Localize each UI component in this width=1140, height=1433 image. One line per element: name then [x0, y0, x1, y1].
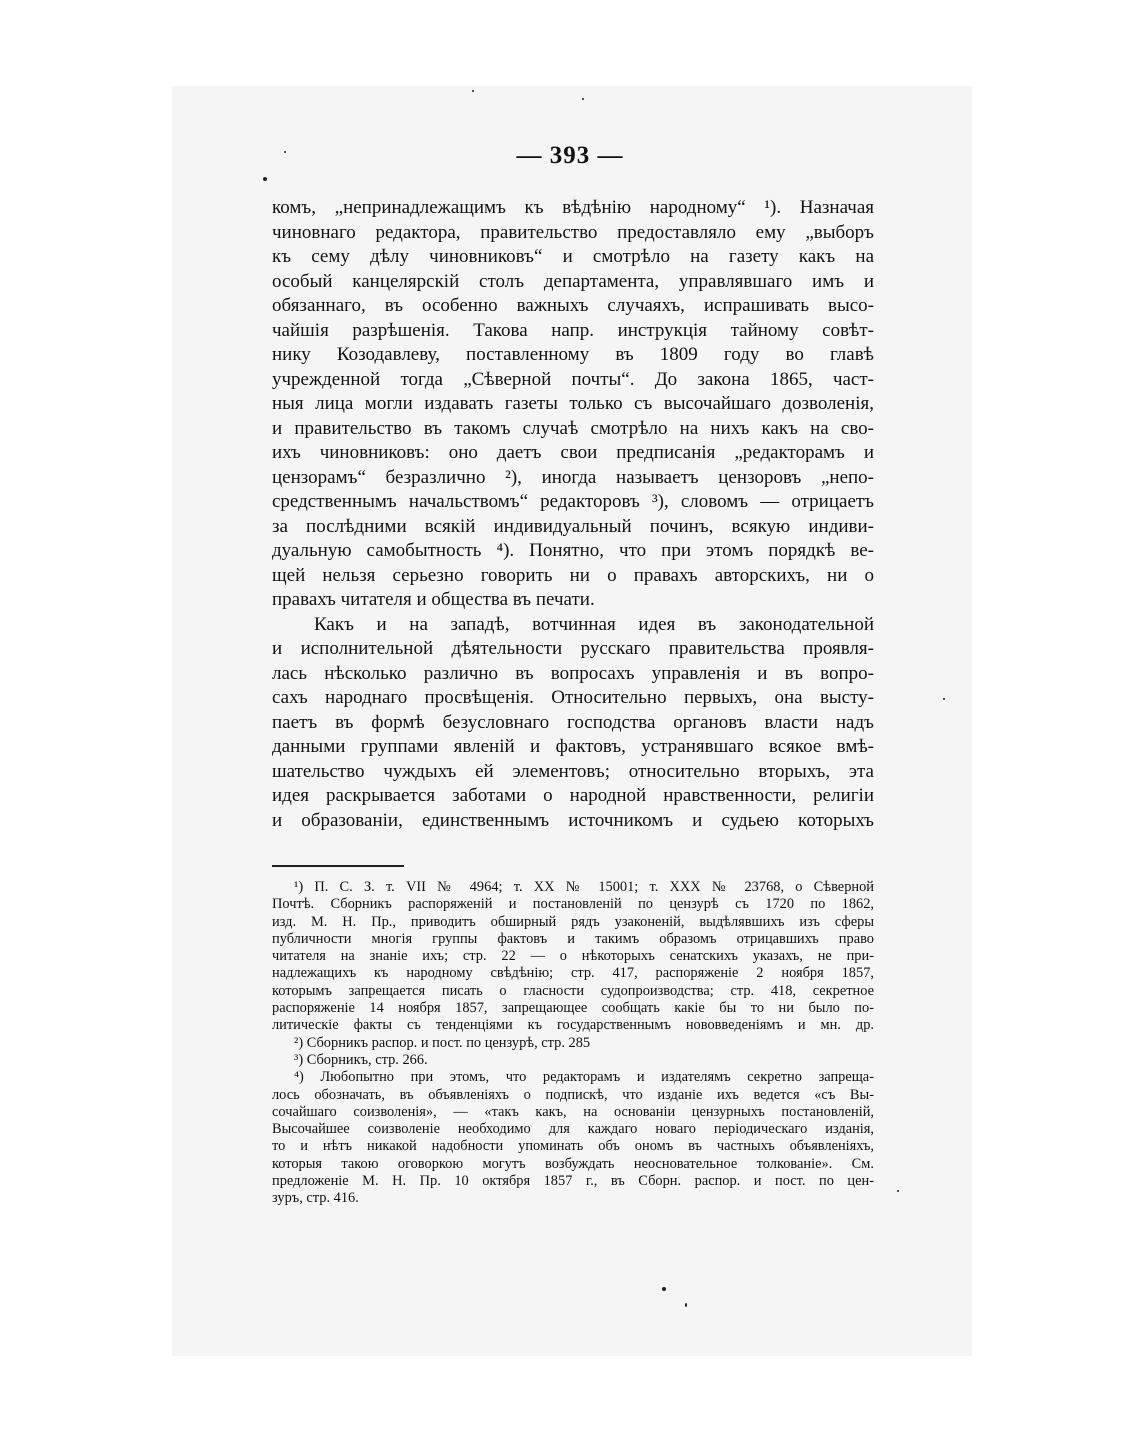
page-number: — 393 —: [516, 142, 624, 169]
text-line: правахъ читателя и общества въ печати.: [272, 589, 595, 610]
text-line: идея раскрывается заботами о народной нравственности, религіи: [272, 785, 874, 806]
text-line: чайшія разрѣшенія. Такова напр. инструкція тайному совѣт-: [272, 319, 874, 341]
footnote-line: ¹) П. С. З. т. VII № 4964; т. XX № 15001; т. XXX № 23768, о Сѣверной: [294, 879, 874, 895]
body-text: [272, 196, 874, 833]
text-line: ихъ чиновниковъ: оно даетъ свои предписанія „редакторамъ и: [272, 442, 874, 463]
text-line: Какъ и на западѣ, вотчинная идея въ законодательной: [314, 613, 874, 635]
footnote-line: ³) Сборникъ, стр. 266.: [294, 1051, 428, 1068]
text-line: чиновнаго редактора, правительство предоставляло ему „выборъ: [272, 221, 874, 243]
footnote-line: то и нѣтъ никакой надобности упоминать объ ономъ въ частныхъ объявленіяхъ,: [272, 1138, 874, 1155]
footnote-line: лось обозначать, въ объявленіяхъ о подпискѣ, что изданіе ихъ ведется «съ Вы-: [272, 1086, 874, 1103]
text-line: и правительство въ такомъ случаѣ смотрѣло на нихъ какъ на сво-: [272, 417, 874, 439]
scan-speck: [662, 1287, 666, 1291]
footnote-line: зуръ, стр. 416.: [272, 1190, 359, 1207]
footnote-line: предложеніе М. Н. Пр. 10 октября 1857 г., въ Сборн. распор. и пост. по цен-: [272, 1173, 874, 1190]
footnote-line: ⁴) Любопытно при этомъ, что редакторамъ и издателямъ секретно запреща-: [294, 1069, 874, 1086]
text-line: средственнымъ начальствомъ“ редакторовъ ³), словомъ — отрицаетъ: [272, 491, 874, 512]
text-line: и образованіи, единственнымъ источникомъ и судьею которыхъ: [272, 809, 874, 831]
footnote-line: литическіе факты съ тенденціями къ государственнымъ нововведеніямъ и мн. др.: [272, 1017, 874, 1034]
footnote-line: которымъ запрещается писать о гласности судопроизводства; стр. 418, секретное: [272, 982, 874, 999]
scan-speck: [472, 90, 474, 92]
text-line: къ сему дѣлу чиновниковъ“ и смотрѣло на газету какъ на: [272, 246, 874, 267]
scan-speck: [582, 98, 584, 100]
footnote-line: Почтѣ. Сборникъ распоряженій и постановленій по цензурѣ съ 1720 по 1862,: [272, 896, 874, 913]
text-line: сахъ народнаго просвѣщенія. Относительно первыхъ, она высту-: [272, 687, 874, 708]
text-line: дуальную самобытность ⁴). Понятно, что при этомъ порядкѣ ве-: [272, 540, 874, 561]
footnote-separator: [272, 865, 404, 867]
text-line: учрежденной тогда „Сѣверной почты“. До закона 1865, част-: [272, 368, 874, 390]
scan-speck: [263, 177, 267, 181]
footnote-line: распоряженіе 14 ноября 1857, запрещающее сообщать какіе бы то ни было по-: [272, 1000, 874, 1017]
footnote-line: Высочайшее соизволеніе необходимо для каждаго новаго періодическаго изданія,: [272, 1121, 874, 1138]
footnote-line: изд. М. Н. Пр., приводитъ обширный рядъ узаконеній, выдѣлявшихъ изъ сферы: [272, 913, 874, 930]
footnote-line: публичности многія группы фактовъ и такимъ образомъ отрицавшихъ право: [272, 930, 874, 947]
text-line: цензорамъ“ безразлично ²), иногда называетъ цензоровъ „непо-: [272, 466, 874, 488]
footnote-line: читателя на знаніе ихъ; стр. 22 — о нѣкоторыхъ сенатскихъ указахъ, не при-: [272, 948, 874, 965]
text-line: особый канцелярскій столъ департамента, управлявшаго имъ и: [272, 270, 874, 292]
text-line: щей нельзя серьезно говорить ни о правахъ авторскихъ, ни о: [272, 564, 874, 586]
text-line: лась нѣсколько различно въ вопросахъ управленія и въ вопро-: [272, 662, 874, 684]
scan-speck: [943, 698, 945, 700]
footnote-line: надлежащихъ къ народному свѣдѣнію; стр. 417, распоряженіе 2 ноября 1857,: [272, 965, 874, 982]
scan-speck: [685, 1303, 687, 1307]
footnote-line: сочайшаго соизволенія», — «такъ какъ, на основаніи цензурныхъ постановленій,: [272, 1103, 874, 1120]
scan-speck: [284, 151, 286, 153]
text-line: обязаннаго, въ особенно важныхъ случаяхъ, испрашивать высо-: [272, 295, 874, 316]
text-line: ныя лица могли издавать газеты только съ высочайшаго дозволенія,: [272, 393, 874, 414]
text-line: шательство чуждыхъ ей элементовъ; относительно вторыхъ, эта: [272, 760, 874, 782]
footnote-line: которыя такою оговоркою могутъ возбуждать неосновательное толкованіе». См.: [272, 1155, 874, 1172]
text-line: нику Козодавлеву, поставленному въ 1809 году во главѣ: [272, 344, 874, 365]
text-line: паетъ въ формѣ безусловнаго господства органовъ власти надъ: [272, 711, 874, 733]
footnotes: [272, 879, 874, 1208]
text-line: и исполнительной дѣятельности русскаго правительства проявля-: [272, 638, 874, 659]
text-line: за послѣдними всякій индивидуальный починъ, всякую индиви-: [272, 515, 874, 537]
text-line: данными группами явленій и фактовъ, устранявшаго всякое вмѣ-: [272, 736, 874, 757]
footnote-line: ²) Сборникъ распор. и пост. по цензурѣ, стр. 285: [294, 1034, 591, 1051]
scan-speck: [897, 1190, 899, 1192]
text-line: комъ, „непринадлежащимъ къ вѣдѣнію народному“ ¹). Назначая: [272, 197, 874, 218]
